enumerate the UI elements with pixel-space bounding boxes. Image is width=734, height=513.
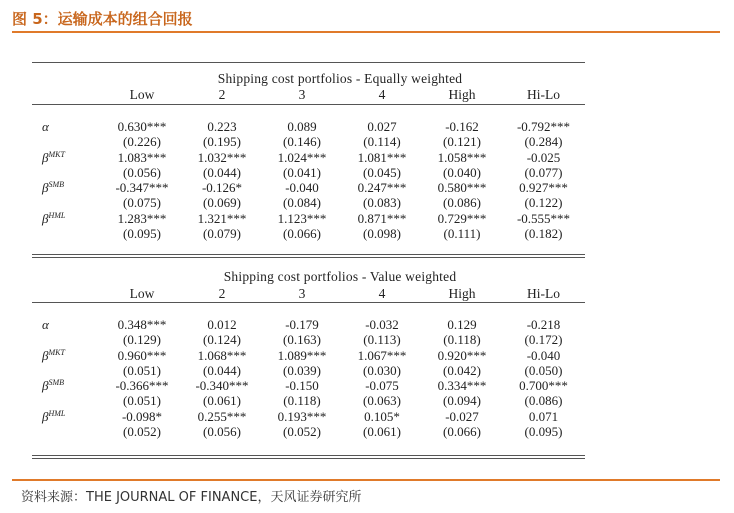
coef-cell: -0.075 <box>365 378 399 394</box>
coef-cell: 1.032*** <box>197 149 247 165</box>
coef-cell: -0.347*** <box>115 180 169 196</box>
coef-cell: 1.024*** <box>277 149 327 165</box>
se-row <box>32 424 585 439</box>
factor-superscript: SMB <box>48 180 65 190</box>
panel-2-title: Shipping cost portfolios - Value weighted <box>223 269 457 284</box>
se-cell: (0.040) <box>443 164 481 180</box>
factor-superscript: MKT <box>48 347 65 357</box>
greek-symbol: α <box>42 317 49 332</box>
coef-cell: 0.334*** <box>437 378 487 394</box>
se-cell: (0.039) <box>283 362 321 378</box>
se-cell: (0.113) <box>363 332 401 348</box>
se-cell: (0.042) <box>443 362 481 378</box>
se-cell: (0.146) <box>283 134 321 150</box>
coef-cell: 1.283*** <box>117 210 167 226</box>
coef-cell: 0.089 <box>287 119 317 134</box>
coef-cell: -0.098* <box>121 408 163 424</box>
greek-symbol: β <box>42 180 49 196</box>
col-header-low: Low <box>129 286 155 301</box>
se-cell: (0.052) <box>283 424 321 440</box>
panel-2-body <box>32 317 585 439</box>
coef-cell: 1.123*** <box>277 210 327 226</box>
se-cell: (0.044) <box>203 164 241 180</box>
se-cell: (0.077) <box>524 164 563 180</box>
coef-cell: 0.700*** <box>519 378 568 394</box>
coef-cell: -0.162 <box>445 119 479 134</box>
coef-cell: 0.729*** <box>437 210 487 226</box>
coef-cell: 1.083*** <box>117 149 167 165</box>
col-header-2: 2 <box>218 286 226 301</box>
se-row <box>32 332 585 347</box>
se-cell: (0.045) <box>363 164 401 180</box>
se-cell: (0.030) <box>363 362 401 378</box>
factor-superscript: SMB <box>48 378 65 388</box>
greek-symbol: β <box>42 347 49 363</box>
factor-superscript: HML <box>48 210 66 220</box>
se-cell: (0.063) <box>363 393 401 409</box>
se-cell: (0.094) <box>443 393 481 409</box>
panel-1-title: Shipping cost portfolios - Equally weighted <box>217 71 463 86</box>
se-cell: (0.086) <box>524 393 563 409</box>
coef-row <box>32 378 585 393</box>
coef-cell: -0.032 <box>365 317 399 332</box>
se-cell: (0.163) <box>283 332 321 348</box>
row-label <box>32 317 102 332</box>
coef-cell: 1.321*** <box>197 210 247 226</box>
table-bottom-rule <box>32 455 585 459</box>
coef-cell: 0.247*** <box>357 180 407 196</box>
se-cell: (0.084) <box>283 195 321 211</box>
coef-cell: 0.580*** <box>437 180 487 196</box>
source-note: 资料来源：THE JOURNAL OF FINANCE，天风证券研究所 <box>21 490 362 505</box>
se-row <box>32 134 585 149</box>
coef-cell: -0.040 <box>526 347 561 363</box>
coef-row <box>32 317 585 332</box>
row-label <box>32 119 102 134</box>
coef-cell: -0.555*** <box>516 210 571 226</box>
coef-row <box>32 180 585 195</box>
coef-row <box>32 348 585 363</box>
se-cell: (0.056) <box>123 164 161 180</box>
col-header-high: High <box>448 286 476 301</box>
figure-title: 图 5：运输成本的组合回报 <box>12 10 193 28</box>
se-cell: (0.086) <box>443 195 481 211</box>
se-cell: (0.114) <box>363 134 401 150</box>
se-cell: (0.226) <box>123 134 161 150</box>
col-header-3: 3 <box>298 286 306 301</box>
coef-cell: -0.150 <box>285 378 319 394</box>
greek-symbol: α <box>42 119 49 134</box>
coef-cell: -0.027 <box>445 408 479 424</box>
footer-rule <box>12 479 720 481</box>
panel-2-header-rule <box>32 302 585 303</box>
coef-cell: 0.193*** <box>277 408 327 424</box>
col-header-hi-lo: Hi-Lo <box>527 87 560 102</box>
title-rule <box>12 31 720 33</box>
se-cell: (0.122) <box>524 195 563 211</box>
col-header-hi-lo: Hi-Lo <box>527 286 560 301</box>
se-cell: (0.095) <box>123 226 161 242</box>
panel-1-header-rule <box>32 104 585 105</box>
coef-cell: 1.081*** <box>357 149 407 165</box>
se-cell: (0.069) <box>203 195 241 211</box>
coef-cell: 0.630*** <box>117 119 167 134</box>
coef-cell: -0.126* <box>201 180 243 196</box>
coef-cell: -0.040 <box>285 180 319 196</box>
coef-cell: 0.920*** <box>437 347 487 363</box>
coef-cell: 0.871*** <box>357 210 407 226</box>
col-header-4: 4 <box>378 87 386 102</box>
table-top-rule <box>32 62 585 63</box>
greek-symbol: β <box>42 408 49 424</box>
se-cell: (0.172) <box>524 332 563 348</box>
coef-cell: -0.340*** <box>195 378 249 394</box>
col-header-low: Low <box>129 87 155 102</box>
coef-row <box>32 119 585 134</box>
se-cell: (0.044) <box>203 362 241 378</box>
factor-superscript: MKT <box>48 149 65 159</box>
coef-row <box>32 409 585 424</box>
se-cell: (0.284) <box>524 134 563 150</box>
se-cell: (0.051) <box>123 393 161 409</box>
se-cell: (0.066) <box>283 226 321 242</box>
coef-cell: 1.067*** <box>357 347 407 363</box>
coef-cell: -0.025 <box>526 149 561 165</box>
se-cell: (0.111) <box>443 226 481 242</box>
row-label <box>32 378 102 393</box>
se-row <box>32 226 585 241</box>
coef-cell: 0.071 <box>528 408 559 424</box>
row-label <box>32 150 102 165</box>
greek-symbol: β <box>42 210 49 226</box>
se-cell: (0.118) <box>443 332 481 348</box>
se-row <box>32 165 585 180</box>
se-cell: (0.066) <box>443 424 481 440</box>
se-cell: (0.079) <box>203 226 241 242</box>
greek-symbol: β <box>42 149 49 165</box>
coef-cell: 0.223 <box>207 119 237 134</box>
se-cell: (0.129) <box>123 332 161 348</box>
coef-cell: 0.960*** <box>117 347 167 363</box>
se-cell: (0.124) <box>203 332 241 348</box>
se-cell: (0.061) <box>363 424 401 440</box>
se-cell: (0.095) <box>524 424 563 440</box>
se-cell: (0.182) <box>524 226 563 242</box>
col-header-2: 2 <box>218 87 226 102</box>
coef-row <box>32 150 585 165</box>
se-cell: (0.195) <box>203 134 241 150</box>
greek-symbol: β <box>42 378 49 394</box>
coef-cell: 1.068*** <box>197 347 247 363</box>
se-cell: (0.051) <box>123 362 161 378</box>
coef-cell: 0.927*** <box>519 180 568 196</box>
factor-superscript: HML <box>48 408 66 418</box>
row-label <box>32 211 102 226</box>
se-cell: (0.083) <box>363 195 401 211</box>
se-cell: (0.041) <box>283 164 321 180</box>
se-cell: (0.098) <box>363 226 401 242</box>
se-cell: (0.052) <box>123 424 161 440</box>
row-label <box>32 409 102 424</box>
se-row <box>32 195 585 210</box>
row-label <box>32 348 102 363</box>
coef-row <box>32 211 585 226</box>
row-label <box>32 180 102 195</box>
coef-cell: 1.089*** <box>277 347 327 363</box>
col-header-4: 4 <box>378 286 386 301</box>
coef-cell: -0.366*** <box>115 378 169 394</box>
coef-cell: 0.012 <box>207 317 237 332</box>
se-row <box>32 393 585 408</box>
coef-cell: 0.129 <box>447 317 477 332</box>
se-cell: (0.121) <box>443 134 481 150</box>
coef-cell: 0.027 <box>367 119 397 134</box>
se-cell: (0.075) <box>123 195 161 211</box>
col-header-3: 3 <box>298 87 306 102</box>
coef-cell: -0.218 <box>526 317 561 332</box>
coef-cell: 0.255*** <box>197 408 247 424</box>
coef-cell: -0.792*** <box>516 119 571 134</box>
se-cell: (0.118) <box>283 393 321 409</box>
se-cell: (0.061) <box>203 393 241 409</box>
panel-1-body <box>32 119 585 241</box>
panel-separator <box>32 254 585 258</box>
coef-cell: 1.058*** <box>437 149 487 165</box>
panel-2-header <box>32 286 585 301</box>
panel-1-header <box>32 87 585 102</box>
coef-cell: 0.348*** <box>117 317 167 332</box>
se-cell: (0.050) <box>524 362 563 378</box>
se-cell: (0.056) <box>203 424 241 440</box>
coef-cell: -0.179 <box>285 317 319 332</box>
col-header-high: High <box>448 87 476 102</box>
coef-cell: 0.105* <box>364 408 400 424</box>
se-row <box>32 363 585 378</box>
